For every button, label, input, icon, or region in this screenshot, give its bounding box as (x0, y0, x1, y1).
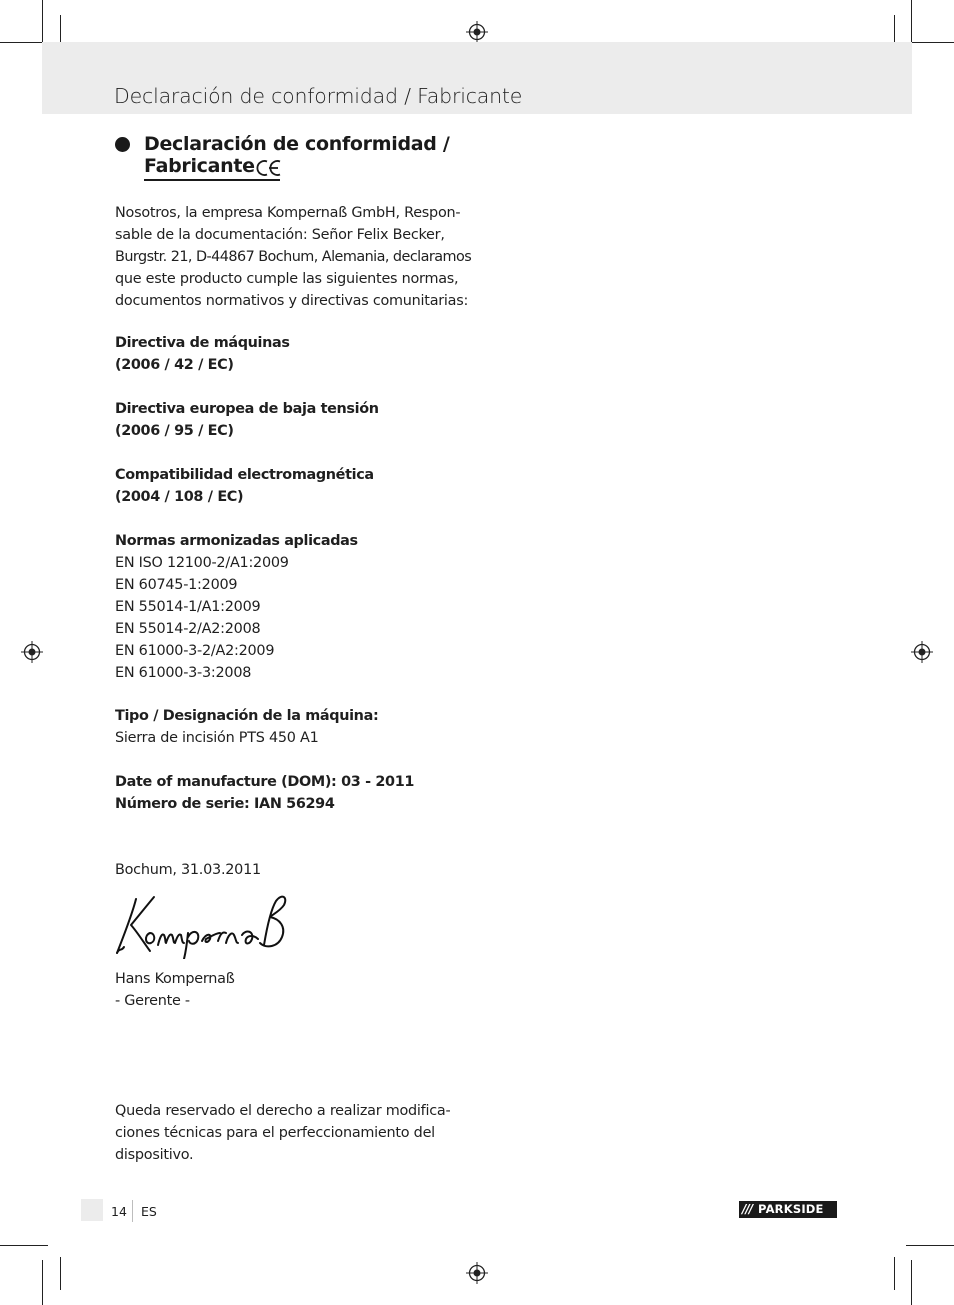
registration-mark-icon (466, 21, 488, 43)
disclaimer-line: ciones técnicas para el perfeccionamiento del (115, 1125, 435, 1141)
parkside-logo (739, 1201, 837, 1218)
language-code: ES (141, 1204, 157, 1219)
section-heading-line1: Declaración de conformidad / (144, 133, 450, 155)
crop-mark (42, 1260, 43, 1305)
directive-name: Directiva de máquinas (115, 335, 290, 351)
harmonized-standards (115, 530, 358, 684)
directive-name: Directiva europea de baja tensión (115, 401, 379, 417)
intro-paragraph (115, 202, 471, 312)
standard-item: EN 60745-1:2009 (115, 577, 238, 593)
signatory-title: - Gerente - (115, 993, 190, 1009)
standard-item: EN 55014-2/A2:2008 (115, 621, 261, 637)
directive-code: (2006 / 42 / EC) (115, 357, 234, 373)
crop-mark (911, 0, 912, 48)
manufacture-info (115, 771, 414, 815)
crop-mark (911, 1260, 912, 1305)
page-title: Declaración de conformidad / Fabricante (114, 84, 523, 108)
serial-number: Número de serie: IAN 56294 (115, 796, 335, 812)
machine-type (115, 705, 378, 749)
registration-mark-icon (466, 1262, 488, 1284)
crop-mark (42, 0, 43, 48)
directive-emc (115, 464, 374, 508)
disclaimer-line: Queda reservado el derecho a realizar modifica- (115, 1103, 451, 1119)
page-number: 14 (111, 1204, 127, 1219)
footer-divider (132, 1200, 133, 1222)
intro-line: Burgstr. 21, D-44867 Bochum, Alemania, declaramos (115, 249, 472, 265)
crop-mark (60, 1257, 61, 1290)
manufacture-date: Date of manufacture (DOM): 03 - 2011 (115, 774, 415, 790)
crop-mark (906, 42, 954, 43)
section-underline (144, 179, 280, 181)
directive-code: (2004 / 108 / EC) (115, 489, 244, 505)
logo-slashes: /// (742, 1202, 753, 1216)
signatory (115, 968, 235, 1012)
directive-code: (2006 / 95 / EC) (115, 423, 234, 439)
directive-low-voltage (115, 398, 379, 442)
machine-type-value: Sierra de incisión PTS 450 A1 (115, 730, 319, 746)
directive-name: Compatibilidad electromagnética (115, 467, 374, 483)
crop-mark (0, 42, 48, 43)
standard-item: EN ISO 12100-2/A1:2009 (115, 555, 289, 571)
standard-item: EN 61000-3-3:2008 (115, 665, 252, 681)
section-heading-line2: Fabricante (144, 155, 255, 177)
logo-text: PARKSIDE (758, 1202, 824, 1216)
registration-mark-icon (911, 641, 933, 663)
machine-type-label: Tipo / Designación de la máquina: (115, 708, 379, 724)
crop-mark (0, 1245, 48, 1246)
disclaimer-line: dispositivo. (115, 1147, 194, 1163)
disclaimer (115, 1100, 450, 1166)
intro-line: Nosotros, la empresa Kompernaß GmbH, Respon- (115, 205, 461, 221)
footer-page-box (81, 1199, 103, 1221)
signature (114, 893, 289, 959)
standard-item: EN 61000-3-2/A2:2009 (115, 643, 275, 659)
crop-mark (894, 1257, 895, 1290)
intro-line: que este producto cumple las siguientes normas, (115, 271, 459, 287)
intro-line: sable de la documentación: Señor Felix Becker, (115, 227, 445, 243)
bullet-icon (115, 137, 130, 152)
standard-item: EN 55014-1/A1:2009 (115, 599, 261, 615)
registration-mark-icon (21, 641, 43, 663)
place-date: Bochum, 31.03.2011 (115, 862, 261, 878)
standards-heading: Normas armonizadas aplicadas (115, 533, 358, 549)
crop-mark (906, 1245, 954, 1246)
ce-mark-icon (255, 157, 283, 179)
intro-line: documentos normativos y directivas comunitarias: (115, 293, 469, 309)
directive-machinery (115, 332, 290, 376)
signatory-name: Hans Kompernaß (115, 971, 235, 987)
